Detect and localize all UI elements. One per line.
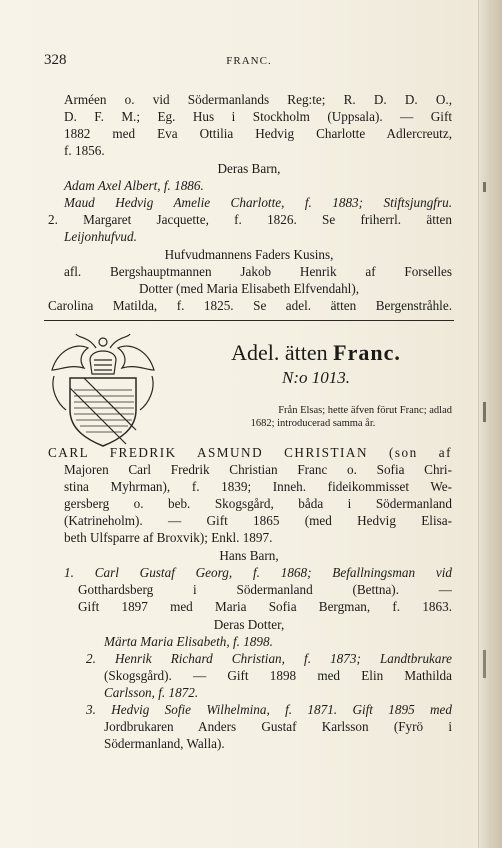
text-line: (Katrineholm). — Gift 1865 (med Hedvig Elisa- xyxy=(64,513,452,528)
text-line: Gotthardsberg i Södermanland (Bettna). — xyxy=(78,582,452,597)
text-line: Södermanland, Walla). xyxy=(104,736,225,751)
text-line: Leijonhufvud. xyxy=(64,229,137,244)
text-line: Majoren Carl Fredrik Christian Franc o. Sofia Chri- xyxy=(64,462,452,477)
origin-note: 1682; introducerad samma år. xyxy=(250,418,376,429)
section-heading: Hans Barn, xyxy=(219,548,279,563)
text-line: stina Myhrman), f. 1839; Inneh. fideikommisset We- xyxy=(64,479,452,494)
coat-of-arms-icon xyxy=(48,330,158,448)
text-line: gersberg o. beb. Skogsgård, båda i Södermanland xyxy=(64,496,452,511)
origin-note: Från Elsas; hette äfven förut Franc; adlad xyxy=(278,405,452,416)
page-header xyxy=(44,52,454,70)
text-line: f. 1856. xyxy=(64,143,105,158)
text-line: Maud Hedvig Amelie Charlotte, f. 1883; Stiftsjungfru. xyxy=(64,195,452,210)
text-line: CARL FREDRIK ASMUND CHRISTIAN (son af xyxy=(48,445,452,460)
text-line: Arméen o. vid Södermanlands Reg:te; R. D. D. O., xyxy=(64,92,452,107)
gutter-mark xyxy=(483,182,486,192)
gutter-shadow xyxy=(489,0,491,848)
section-heading: Deras Barn, xyxy=(217,161,281,176)
text-line: Carolina Matilda, f. 1825. Se adel. ätten Bergenstråhle. xyxy=(48,298,452,313)
text-line: Carlsson, f. 1872. xyxy=(104,685,199,700)
text-line: Gift 1897 med Maria Sofia Bergman, f. 1863. xyxy=(78,599,452,614)
family-title xyxy=(196,340,436,366)
section-divider xyxy=(44,320,454,321)
gutter-mark xyxy=(483,402,486,422)
page-gutter xyxy=(478,0,502,848)
text-line: 2. Henrik Richard Christian, f. 1873; Landtbrukare xyxy=(86,651,452,666)
running-title: FRANC. xyxy=(226,55,272,67)
text-line: Dotter (med Maria Elisabeth Elfvendahl), xyxy=(138,281,360,296)
text-line: 3. Hedvig Sofie Wilhelmina, f. 1871. Gift 1895 med xyxy=(86,702,452,717)
family-number: N:o 1013. xyxy=(282,368,350,387)
gutter-mark xyxy=(483,650,486,678)
text-line: (Skogsgård). — Gift 1898 med Elin Mathilda xyxy=(104,668,452,683)
text-line: D. F. M.; Eg. Hus i Stockholm (Uppsala). — Gift xyxy=(64,109,452,124)
family-title-prefix: Adel. ätten xyxy=(231,340,328,365)
text-line: beth Ulfsparre af Broxvik); Enkl. 1897. xyxy=(64,530,273,545)
text-line: Jordbrukaren Anders Gustaf Karlsson (Fyrö i xyxy=(104,719,452,734)
family-name: Franc. xyxy=(333,340,401,365)
text-line: 1882 med Eva Ottilia Hedvig Charlotte Adlercreutz, xyxy=(64,126,452,141)
page-number: 328 xyxy=(44,52,67,68)
text-line: 1. Carl Gustaf Georg, f. 1868; Befallningsman vid xyxy=(64,565,452,580)
section-heading: Hufvudmannens Faders Kusins, xyxy=(164,247,334,262)
text-line: Märta Maria Elisabeth, f. 1898. xyxy=(104,634,273,649)
text-line: Adam Axel Albert, f. 1886. xyxy=(64,178,204,193)
text-line: afl. Bergshauptmannen Jakob Henrik af Forselles xyxy=(64,264,452,279)
text-line: 2. Margaret Jacquette, f. 1826. Se friherrl. ätten xyxy=(48,212,452,227)
section-heading: Deras Dotter, xyxy=(213,617,285,632)
